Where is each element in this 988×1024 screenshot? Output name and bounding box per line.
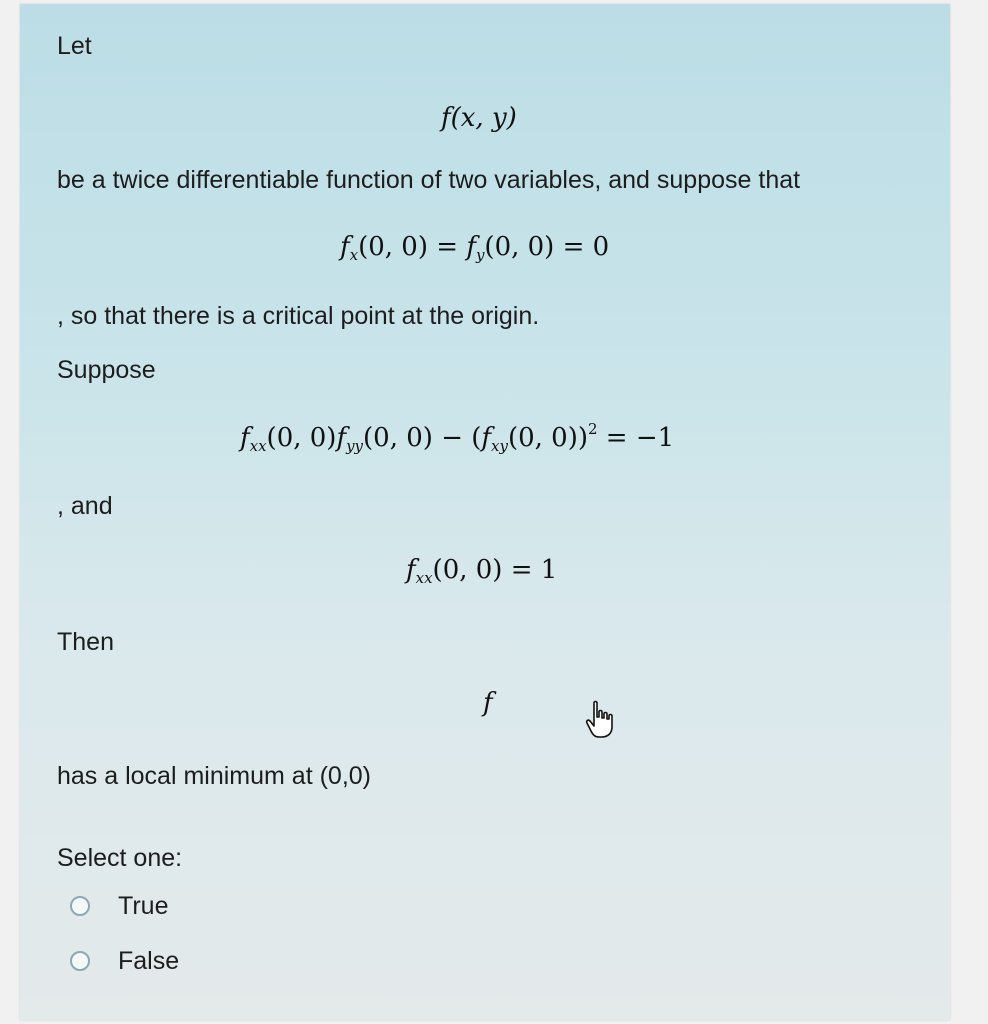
critical-point-text: , so that there is a critical point at the origin. [57,302,540,330]
conclusion-text: has a local minimum at (0,0) [57,762,372,790]
function-description: be a twice differentiable function of two variables, and suppose that [57,166,801,194]
equation-discriminant: $f_{xx}(0$, $0)f_{yy}(0$, $0) - (f_{xy}(0$, 0))$^2$ = −1 [240,420,675,455]
function-expression: f(x, y) [441,103,517,133]
f-symbol: f [483,688,493,718]
suppose-text: Suppose [57,356,156,384]
and-text: , and [57,492,113,520]
option-false-label[interactable]: False [118,947,180,975]
radio-true[interactable] [70,896,90,916]
equation-first-derivatives: $f_x(0$, $0) = f_y(0$, 0) = 0 [340,232,610,264]
intro-text: Let [57,32,92,60]
hand-cursor-icon [584,700,614,740]
then-text: Then [57,628,114,656]
option-true-label[interactable]: True [118,892,169,920]
equation-fxx: $f_{xx}(0$, 0) = 1 [406,555,558,587]
select-one-label: Select one: [57,844,183,872]
radio-false[interactable] [70,951,90,971]
